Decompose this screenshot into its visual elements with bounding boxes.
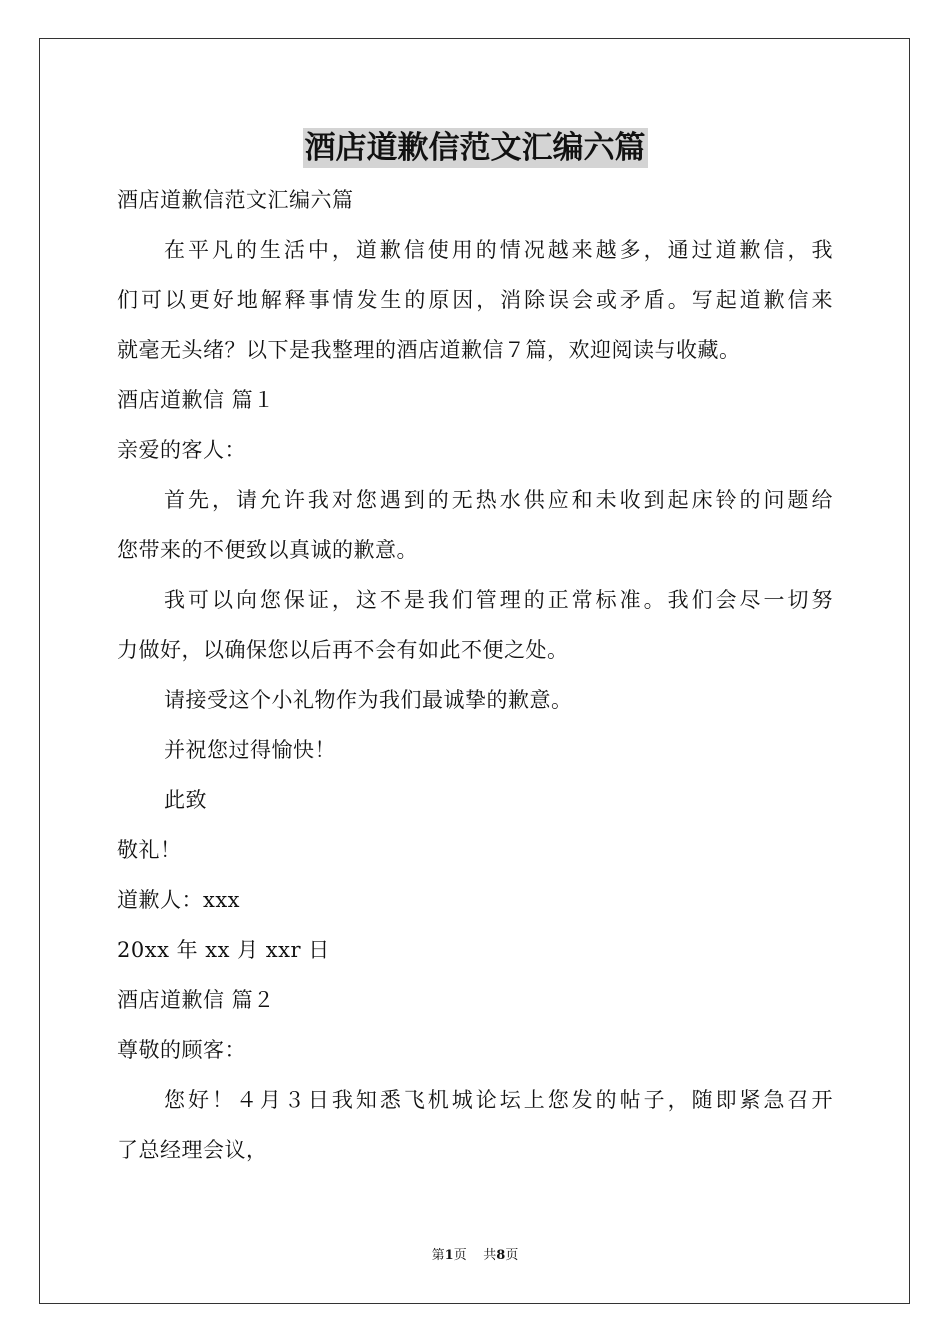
page-border xyxy=(39,38,910,1304)
paragraph-line: 并祝您过得愉快！ xyxy=(164,738,336,762)
footer-page-current: 1 xyxy=(444,1248,454,1263)
closing-line: 敬礼！ xyxy=(117,838,182,862)
footer-total-prefix: 共 xyxy=(483,1248,497,1263)
paragraph-line: 我可以向您保证，这不是我们管理的正常标准。我们会尽一切努 xyxy=(164,588,833,612)
paragraph-line: 请接受这个小礼物作为我们最诚挚的歉意。 xyxy=(164,688,573,712)
paragraph-line: 们可以更好地解释事情发生的原因，消除误会或矛盾。写起道歉信来 xyxy=(117,288,833,312)
footer-total-suffix: 页 xyxy=(505,1248,519,1263)
signature-line: 道歉人：xxx xyxy=(117,888,241,912)
paragraph-line: 您带来的不便致以真诚的歉意。 xyxy=(117,538,418,562)
date-line: 20xx 年 xx 月 xxr 日 xyxy=(117,938,330,962)
section-heading: 酒店道歉信 篇１ xyxy=(117,388,275,412)
footer-page-prefix: 第 xyxy=(431,1248,445,1263)
paragraph-line: 在平凡的生活中，道歉信使用的情况越来越多，通过道歉信，我 xyxy=(164,238,833,262)
salutation: 尊敬的顾客： xyxy=(117,1038,246,1062)
title-container xyxy=(0,128,950,168)
paragraph-line: 首先，请允许我对您遇到的无热水供应和未收到起床铃的问题给 xyxy=(164,488,833,512)
page-footer xyxy=(0,1247,950,1265)
paragraph-line: 了总经理会议， xyxy=(117,1138,268,1162)
paragraph-line: 就毫无头绪？以下是我整理的酒店道歉信７篇，欢迎阅读与收藏。 xyxy=(117,338,741,362)
subtitle-line: 酒店道歉信范文汇编六篇 xyxy=(117,188,354,212)
paragraph-line: 力做好，以确保您以后再不会有如此不便之处。 xyxy=(117,638,569,662)
closing-line: 此致 xyxy=(164,788,207,812)
document-title: 酒店道歉信范文汇编六篇 xyxy=(304,130,646,166)
footer-page-total: 8 xyxy=(496,1248,506,1263)
paragraph-line: 您好！４月３日我知悉飞机城论坛上您发的帖子，随即紧急召开 xyxy=(164,1088,833,1112)
footer-page-suffix: 页 xyxy=(453,1248,467,1263)
section-heading: 酒店道歉信 篇２ xyxy=(117,988,275,1012)
salutation: 亲爱的客人： xyxy=(117,438,246,462)
